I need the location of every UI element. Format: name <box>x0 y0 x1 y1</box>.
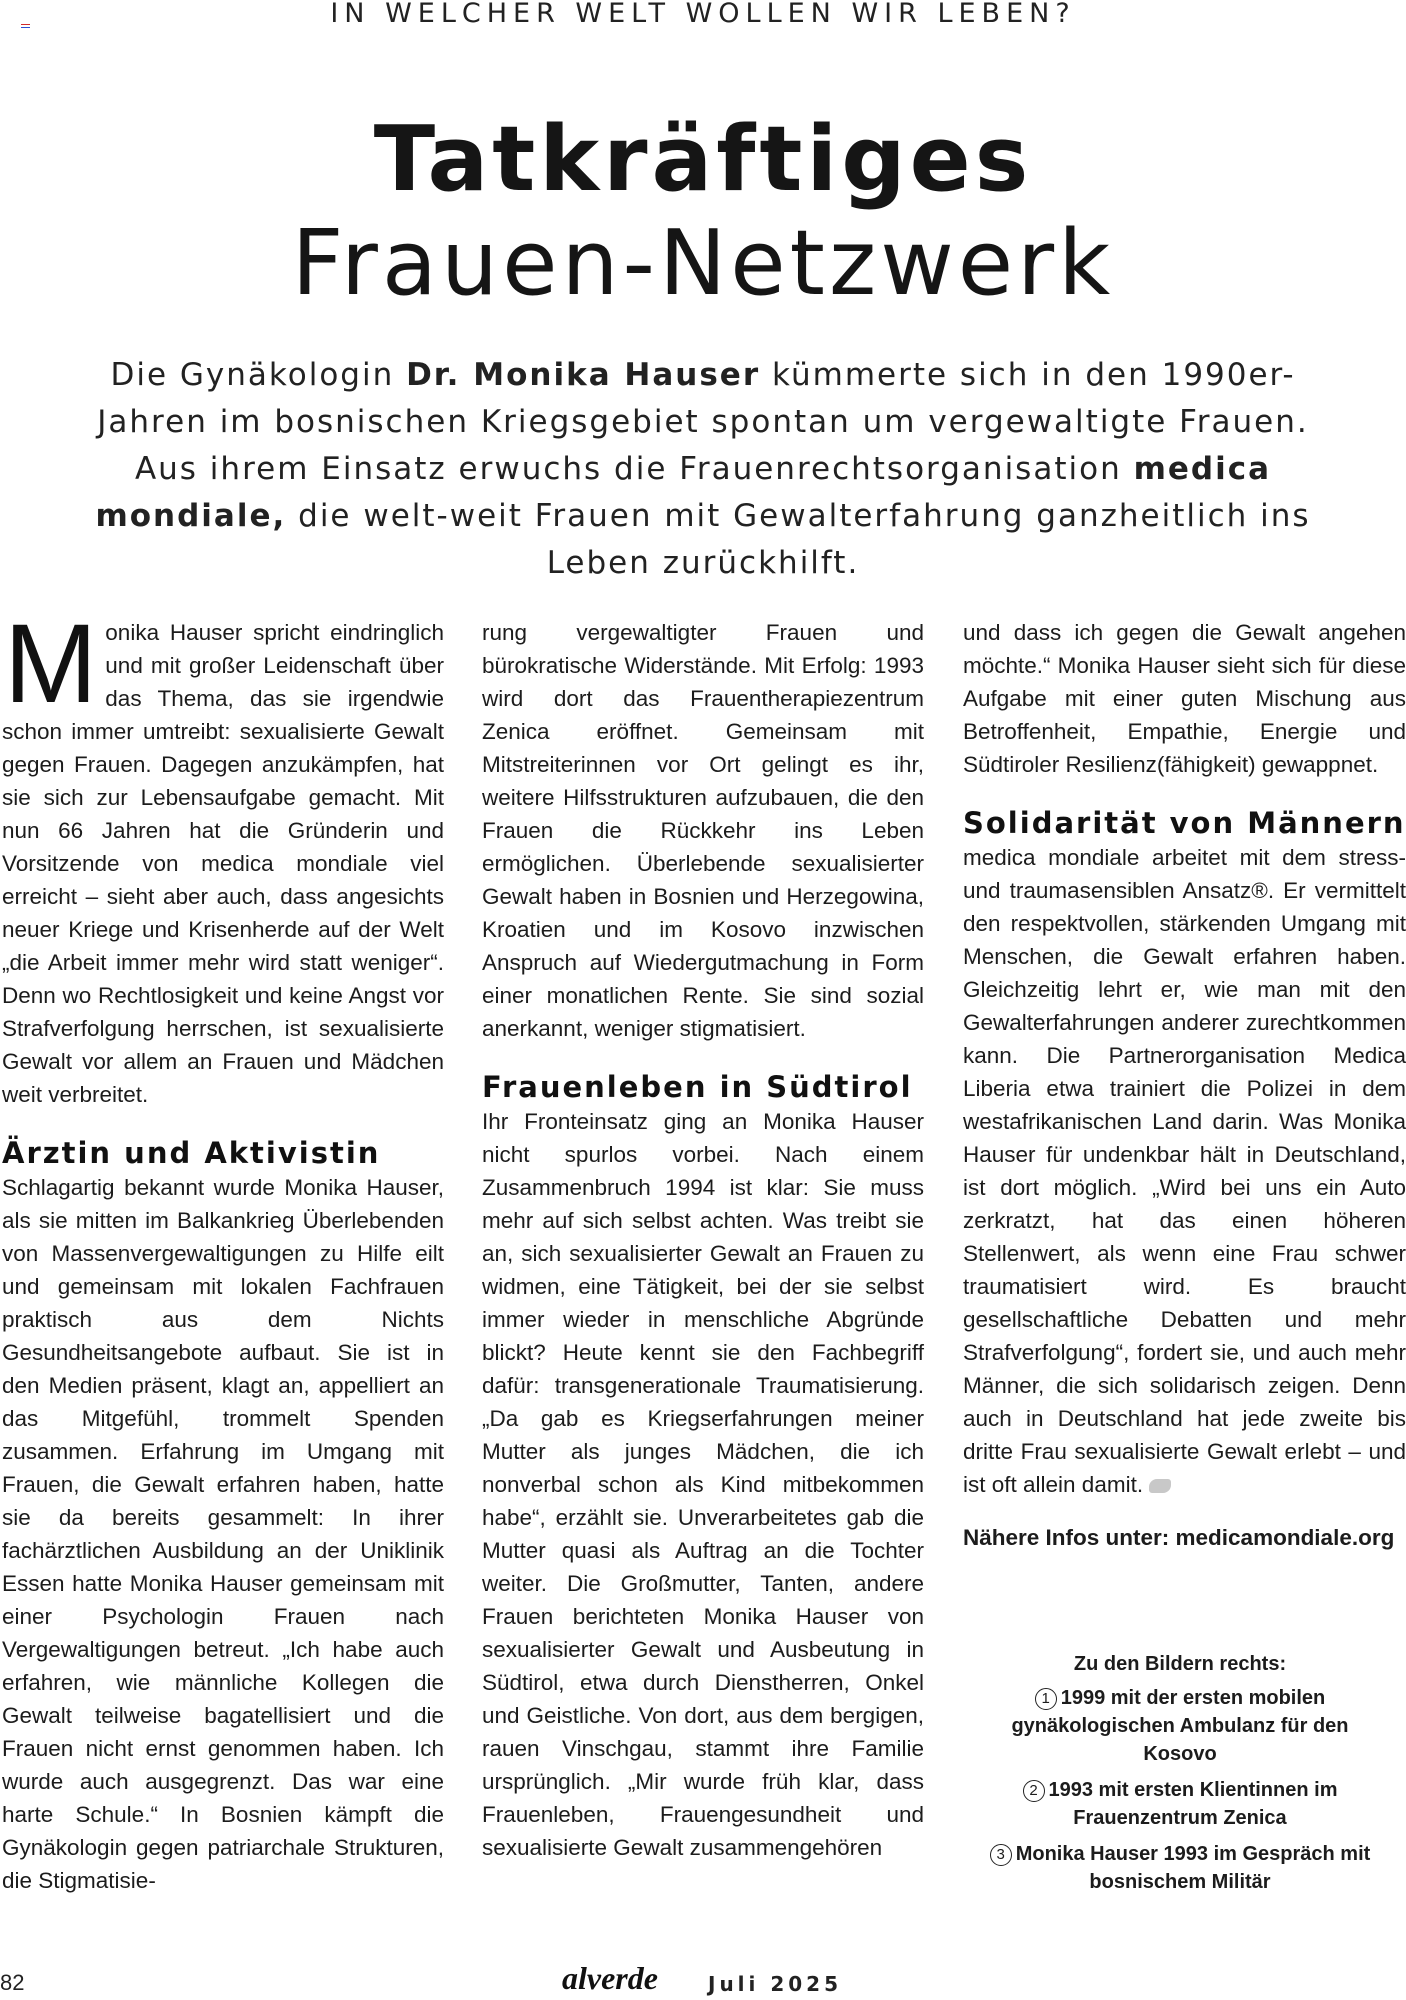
paragraph-text: onika Hauser spricht eindringlich und mit großer Leidenschaft über das Thema, das sie irgendwie schon immer umtreibt: sexualisierte Gewalt gegen Frauen. Dagegen anzukämpfen, hat sie sich zur Lebensaufgabe gemacht. Mit nun 66 Jahren hat die Gründerin und Vorsitzende von medica mondiale viel erreicht – sieht aber auch, dass angesichts neuer Kriege und Krisenherde auf der Welt „die Arbeit immer mehr wird statt weniger“. Denn wo Rechtlosigkeit und keine Angst vor Strafverfolgung herrschen, ist sexualisierte Gewalt vor allem an Frauen und Mädchen weit verbreitet. <box>2 620 444 1107</box>
paragraph <box>2 601 444 1111</box>
paragraph: Ihr Fronteinsatz ging an Monika Hauser nicht spurlos vorbei. Nach einem Zusammenbruch 1994 ist klar: Sie muss mehr auf sich selbst achten. Was treibt sie an, sich sexualisierter Gewalt an Frauen zu widmen, eine Tätigkeit, bei der sie selbst immer wieder in menschliche Abgründe blickt? Heute kennt sie den Fachbegriff dafür: transgenerationale Traumatisierung. „Da gab es Kriegserfahrungen meiner Mutter als junges Mädchen, die ich nonverbal schon als Kind mitbekommen habe“, erzählt sie. Unverarbeitetes gab die Mutter quasi als Auftrag an die Tochter weiter. Die Großmutter, Tanten, andere Frauen berichteten Monika Hauser von sexualisierter Gewalt und Ausbeutung in Südtirol, etwa durch Dienstherren, Onkel und Geistliche. Von dort, aus dem bergigen, rauen Vinschgau, stammt ihre Familie ursprünglich. „Mir wurde früh klar, dass Frauenleben, Frauengesundheit und sexualisierte Gewalt zusammengehören <box>482 1109 924 1860</box>
article-lead <box>70 352 1336 587</box>
paragraph-text: medica mondiale arbeitet mit dem stress- und traumasensiblen Ansatz®. Er vermittelt den respektvollen, stärkenden Umgang mit Menschen, die Gewalt erfahren haben. Gleichzeitig lehrt er, wie man mit den Gewalterfahrungen anderer zurechtkommen kann. Die Partnerorganisation Medica Liberia etwa trainiert die Polizei in dem westafrikanischen Land darin. Was Monika Hauser für undenkbar hält in Deutschland, ist dort möglich. „Wird bei uns ein Auto zerkratzt, hat das einen höheren Stellenwert, als wenn eine Frau schwer traumatisiert wird. Es braucht gesellschaftliche Debatten und mehr Strafverfolgung“, fordert sie, und auch mehr Männer, die sich solidarisch zeigen. Denn auch in Deutschland hat jede zweite bis dritte Frau sexualisierte Gewalt erlebt – und ist oft allein damit. <box>963 845 1406 1497</box>
circled-number: 1 <box>1035 1688 1057 1710</box>
issue-date: Juli 2025 <box>708 1972 843 1996</box>
title-line-1: Tatkräftiges <box>373 107 1033 212</box>
caption-item <box>980 1840 1380 1896</box>
paragraph: Schlagartig bekannt wurde Monika Hauser, als sie mitten im Balkankrieg Überlebenden von Massenvergewaltigungen zu Hilfe eilt und gemeinsam mit lokalen Fachfrauen praktisch aus dem Nichts Gesundheitsangebote aufbaut. Sie ist in den Medien präsent, klagt an, appelliert an das Mitgefühl, trommelt Spenden zusammen. Erfahrung im Umgang mit Frauen, die Gewalt erfahren haben, hatte sie da bereits gesammelt: In ihrer fachärztlichen Ausbildung an der Uniklinik Essen hatte Monika Hauser gemeinsam mit einer Psychologin Frauen nach Vergewaltigungen betreut. „Ich habe auch erfahren, wie männliche Kollegen die Gewalt teilweise bagatellisiert und die Frauen nicht ernst genommen haben. Ich wurde auch ausgegrenzt. Das war eine harte Schule.“ In Bosnien kämpft die Gynäkologin gegen patriarchale Strukturen, die Stigmatisie- <box>2 1175 444 1893</box>
lead-text-1: Die Gynäkologin <box>110 357 407 393</box>
caption-item <box>980 1684 1380 1768</box>
subheading: Solidarität von Männern <box>963 806 1406 840</box>
article-title <box>0 108 1406 316</box>
subheading: Ärztin und Aktivistin <box>2 1136 381 1170</box>
page-number: 82 <box>0 1970 25 1995</box>
lead-text-2: kümmerte sich in den 1990er-Jahren im bosnischen Kriegsgebiet spontan um vergewaltigte Frauen. Aus ihrem Einsatz erwuchs die Frauenrechtsorganisation <box>97 357 1309 487</box>
captions-heading: Zu den Bildern rechts: <box>1073 1653 1287 1675</box>
lead-org: medica mondiale, <box>95 451 1272 534</box>
caption-text: Monika Hauser 1993 im Gespräch mit bosnischem Militär <box>1015 1843 1371 1893</box>
circled-number: 3 <box>990 1844 1012 1866</box>
caption-text: 1993 mit ersten Klientinnen im Frauenzentrum Zenica <box>1048 1779 1338 1829</box>
caption-item <box>980 1776 1380 1832</box>
lead-name: Dr. Monika Hauser <box>406 357 761 393</box>
caption-text: 1999 mit der ersten mobilen gynäkologischen Ambulanz für den Kosovo <box>1011 1687 1349 1765</box>
end-mark-icon <box>1149 1479 1171 1493</box>
column-1 <box>2 601 444 1897</box>
dropcap: M <box>4 601 98 726</box>
lead-text-3: die welt-weit Frauen mit Gewalterfahrung ganzheitlich ins Leben zurückhilft. <box>286 498 1311 581</box>
magazine-logo: alverde <box>562 1960 658 1996</box>
paragraph: rung vergewaltigter Frauen und bürokratische Widerstände. Mit Erfolg: 1993 wird dort das Frauentherapiezentrum Zenica eröffnet. Gemeinsam mit Mitstreiterinnen vor Ort gelingt es ihr, weitere Hilfsstrukturen aufzubauen, die den Frauen die Rückkehr ins Leben ermöglichen. Überlebende sexualisierter Gewalt haben in Bosnien und Herzegowina, Kroatien und im Kosovo inzwischen Anspruch auf Wiedergutmachung in Form einer monatlichen Rente. Sie sind sozial anerkannt, weniger stigmatisiert. <box>482 620 924 1041</box>
more-info-link[interactable]: Nähere Infos unter: medicamondiale.org <box>963 1525 1395 1550</box>
flag-icon <box>21 24 30 29</box>
paragraph: und dass ich gegen die Gewalt angehen möchte.“ Monika Hauser sieht sich für diese Aufgabe mit einer guten Mischung aus Betroffenheit, Empathie, Energie und Südtiroler Resilienz(fähigkeit) gewappnet. <box>963 620 1406 777</box>
section-kicker: IN WELCHER WELT WOLLEN WIR LEBEN? <box>330 0 1076 29</box>
image-captions <box>980 1650 1380 1904</box>
column-2 <box>482 616 924 1864</box>
column-3 <box>963 616 1406 1554</box>
title-line-2: Frauen-Netzwerk <box>291 211 1115 316</box>
circled-number: 2 <box>1023 1780 1045 1802</box>
subheading: Frauenleben in Südtirol <box>482 1070 913 1104</box>
paragraph <box>963 841 1406 1501</box>
